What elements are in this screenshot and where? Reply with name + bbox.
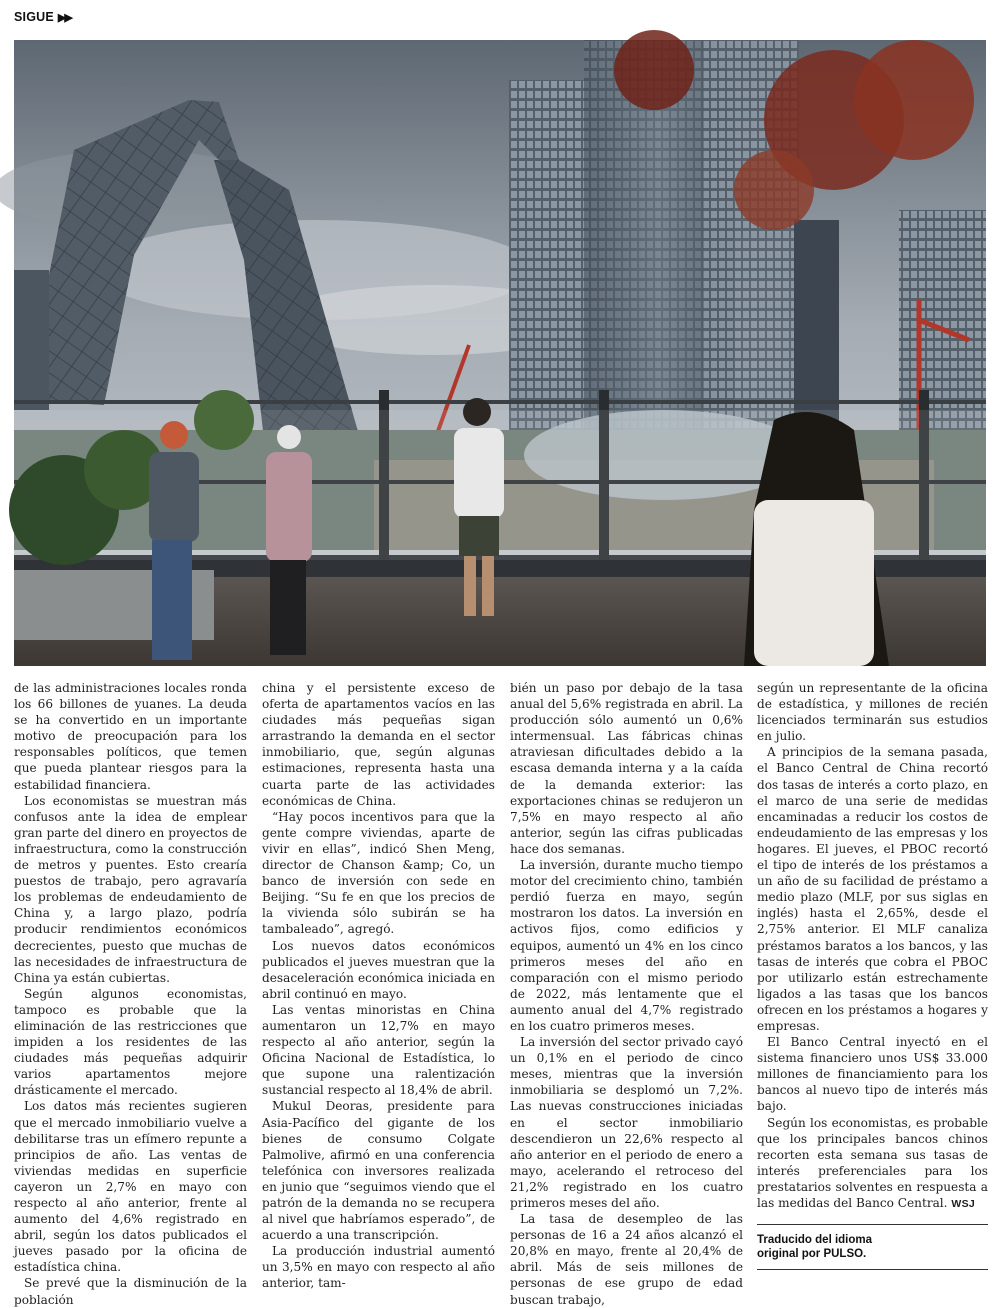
column-4 xyxy=(757,680,988,1270)
double-arrow-icon: ▶▶ xyxy=(57,11,71,24)
column-2 xyxy=(262,680,495,1292)
paragraph: La tasa de desempleo de las personas de 16 a 24 años alcanzó el 20,8% en mayo, frente al 20,4% de abril. Más de seis millones de personas de ese grupo de edad buscan trabajo, xyxy=(510,1212,743,1307)
paragraph: “Hay pocos incentivos para que la gente compre viviendas, aparte de vivir en ellas”, indicó Shen Meng, director de Chanson &amp; Co, un banco de inversión con sede en Beijing. “Su fe en que los precios de la vivienda sólo subirán se ha tambaleado”, agregó. xyxy=(262,809,495,937)
paragraph: Se prevé que la disminución de la población xyxy=(14,1276,247,1307)
paragraph: La producción industrial aumentó un 3,5% en mayo con respecto al año anterior, tam- xyxy=(262,1244,495,1291)
credit-line: Traducido del idioma xyxy=(757,1234,873,1247)
paragraph: Según algunos economistas, tampoco es probable que la eliminación de las restricciones que impiden a los residentes de las ciudades más pequeñas adquirir varios apartamentos mejore drásticamente el mercado. xyxy=(14,986,247,1098)
continue-label: SIGUE xyxy=(14,10,54,24)
paragraph: La inversión, durante mucho tiempo motor del crecimiento chino, también perdió fuerza en mayo, según mostraron los datos. La inversión en activos fijos, como edificios y equipos, aumentó un 4% en los cinco primeros meses del año en comparación con el mismo periodo de 2022, más lentamente que el aumento anual del 4,7% registrado en los cuatro primeros meses. xyxy=(510,858,743,1033)
paragraph: de las administraciones locales ronda los 66 billones de yuanes. La deuda se ha convertido en un importante motivo de preocupación para los responsables políticos, que temen que pueda plantear riesgos para la estabilidad financiera. xyxy=(14,681,247,792)
paragraph: según un representante de la oficina de estadística, y millones de recién licenciados terminarán sus estudios en julio. xyxy=(757,681,988,744)
paragraph: Los nuevos datos económicos publicados el jueves muestran que la desaceleración económica iniciada en abril continuó en mayo. xyxy=(262,938,495,1001)
paragraph: china y el persistente exceso de oferta de apartamentos vacíos en las ciudades más pequeñas sigan arrastrando la demanda en el sector inmobiliario, que, según algunas estimaciones, representa hasta una cuarta parte de las actividades económicas de China. xyxy=(262,681,495,808)
paragraph: Mukul Deoras, presidente para Asia-Pacífico del gigante de los bienes de consumo Colgate Palmolive, afirmó en una conferencia telefónica con inversores realizada en junio que “seguimos viendo que el patrón de la demanda no se recupera al nivel que habríamos esperado”, de acuerdo a una transcripción. xyxy=(262,1099,495,1243)
paragraph: bién un paso por debajo de la tasa anual del 5,6% registrada en abril. La producción sólo aumentó un 0,6% intermensual. Las fábricas chinas atraviesan dificultades debido a la escasa demanda interna y a la caída de la demanda exterior: las exportaciones chinas se redujeron un 7,5% en mayo respecto al año anterior, según las cifras publicadas hace dos semanas. xyxy=(510,681,743,856)
paragraph: La inversión del sector privado cayó un 0,1% en el periodo de cinco meses, mientras que la inversión inmobiliaria se desplomó un 7,2%. Las nuevas construcciones iniciadas en el sector inmobiliario descendieron un 22,6% respecto al año anterior en el periodo de enero a mayo, acelerando el retroceso del 21,2% registrado en los cuatro primeros meses del año. xyxy=(510,1035,743,1210)
column-3 xyxy=(510,680,743,1308)
photograph-icon xyxy=(14,40,986,666)
translation-credit xyxy=(757,1224,988,1270)
paragraph: El Banco Central inyectó en el sistema financiero unos US$ 33.000 millones de financiamiento para los bancos al nuevo tipo de interés más bajo. xyxy=(757,1035,988,1114)
paragraph-text: Según los economistas, es probable que los principales bancos chinos recorten esta semana sus tasas de interés preferenciales para los prestatarios solventes en respuesta a las medidas del Banco Central. xyxy=(757,1115,988,1210)
credit-line: original por PULSO. xyxy=(757,1248,867,1261)
paragraph: Los datos más recientes sugieren que el mercado inmobiliario vuelve a debilitarse tras un efímero repunte a principios de año. Las ventas de viviendas medidas en superficie cayeron un 2,7% en mayo con respecto al año anterior, frente al aumento del 4,6% registrado en abril, según los datos publicados el jueves pasado por la oficina de estadística china. xyxy=(14,1099,247,1275)
paragraph-last xyxy=(757,1115,988,1213)
column-1 xyxy=(14,680,247,1308)
article-photo xyxy=(14,40,986,666)
continue-marker xyxy=(14,8,71,26)
paragraph: Los economistas se muestran más confusos ante la idea de emplear gran parte del dinero en proyectos de infraestructura, como la construcción de metros y puentes. Esto crearía puestos de trabajo, pero agravaría los problemas de endeudamiento de China y, a largo plazo, podría producir rendimientos económicos decrecientes, puesto que muchas de las necesidades de infraestructura de China ya están cubiertas. xyxy=(14,793,247,985)
paragraph: A principios de la semana pasada, el Banco Central de China recortó dos tasas de interés a corto plazo, en el marco de una serie de medidas encaminadas a reducir los costos de endeudamiento de las empresas y los hogares. El jueves, el PBOC recortó el tipo de interés de los préstamos a un año de su facilidad de préstamo a medio plazo (MLF, por sus siglas en inglés) hasta el 2,65%, desde el 2,75% anterior. El MLF canaliza préstamos baratos a los bancos, y las tasas de interés que cobra el PBOC por utilizarlo están estrechamente ligados a las tasas que los bancos ofrecen en los préstamos a hogares y empresas. xyxy=(757,745,988,1033)
signature: WSJ xyxy=(951,1198,976,1210)
article-body xyxy=(14,680,988,1307)
paragraph: Las ventas minoristas en China aumentaron un 12,7% en mayo respecto al año anterior, según la Oficina Nacional de Estadística, lo que supone una ralentización sustancial respecto al 18,4% de abril. xyxy=(262,1002,495,1098)
